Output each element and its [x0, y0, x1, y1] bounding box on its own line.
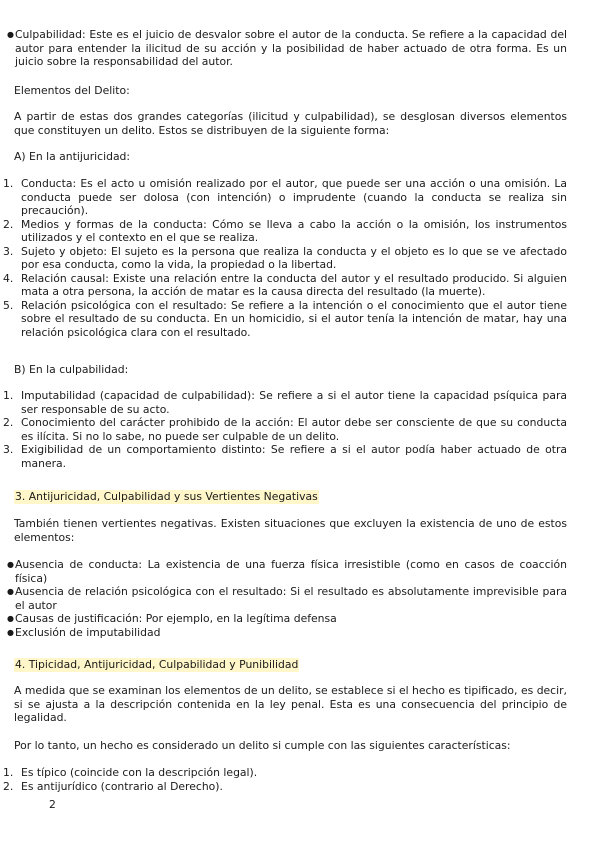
- characteristics-list: [3, 766, 567, 793]
- antijuricidad-list: [3, 177, 567, 339]
- list-item: [3, 299, 567, 340]
- list-item-text: Medios y formas de la conducta: Cómo se lleva a cabo la acción o la omisión, los instrumentos utilizados y el contexto en el que se realiza.: [21, 217, 567, 244]
- section3-bullet-list: [7, 558, 567, 639]
- culpabilidad-label: B) En la culpabilidad:: [14, 363, 129, 376]
- list-item: ● Exclusión de imputabilidad: [7, 626, 567, 640]
- list-number: 1.: [3, 766, 14, 779]
- list-item-text: Conocimiento del carácter prohibido de la acción: El autor debe ser consciente de que su conducta es ilícita. Si no lo sabe, no puede ser culpable de un delito.: [21, 416, 567, 443]
- list-item-text: Es típico (coincide con la descripción legal).: [21, 766, 258, 779]
- list-item-text: Sujeto y objeto: El sujeto es la persona que realiza la conducta y el objeto es lo que se ve afectado por esa conducta, como la vida, la propiedad o la libertad.: [21, 244, 567, 271]
- culpabilidad-paragraph: ● Culpabilidad: Este es el juicio de desvalor sobre el autor de la conducta. Se refiere a la capacidad del autor para entender la ilicitud de su acción y la posibilidad de haber actuado de otra forma. Es un juicio sobre la responsabilidad del autor.: [7, 28, 567, 69]
- page-number: 2: [49, 798, 56, 811]
- antijuricidad-label: A) En la antijuricidad:: [14, 150, 131, 163]
- list-item: [3, 272, 567, 299]
- list-item: [3, 177, 567, 218]
- list-item: [3, 416, 567, 443]
- elementos-title: Elementos del Delito:: [14, 84, 130, 97]
- list-item-text: Relación causal: Existe una relación entre la conducta del autor y el resultado producido. Si alguien mata a otra persona, la acción de matar es la causa directa del resultado (la muerte).: [21, 271, 567, 298]
- section4-paragraph: A medida que se examinan los elementos de un delito, se establece si el hecho es tipificado, es decir, si se ajusta a la descripción contenida en la ley penal. Esta es una consecuencia del principio de legalidad.: [14, 684, 567, 724]
- list-number: 2.: [3, 416, 14, 429]
- list-item-text: Relación psicológica con el resultado: Se refiere a la intención o el conocimiento que el autor tiene sobre el resultado de su conducta. En un homicidio, si el autor tenía la intención de matar, hay una relación psicológica clara con el resultado.: [21, 298, 567, 339]
- list-item-text: Conducta: Es el acto u omisión realizado por el autor, que puede ser una acción o una omisión. La conducta puede ser dolosa (con intención) o imprudente (cuando la conducta se realiza sin precaución).: [21, 177, 567, 217]
- list-item: ● Ausencia de conducta: La existencia de una fuerza física irresistible (como en casos de coacción física): [7, 558, 567, 585]
- list-number: 4.: [3, 271, 14, 285]
- list-number: 1.: [3, 389, 14, 402]
- list-number: 1.: [3, 177, 14, 190]
- list-item: [3, 245, 567, 272]
- section3-heading: 3. Antijuricidad, Culpabilidad y sus Vertientes Negativas: [15, 490, 318, 503]
- list-item-text: Es antijurídico (contrario al Derecho).: [21, 779, 223, 793]
- list-number: 2.: [3, 217, 14, 231]
- section3-intro: También tienen vertientes negativas. Existen situaciones que excluyen la existencia de uno de estos elementos:: [14, 517, 567, 544]
- list-number: 3.: [3, 443, 14, 456]
- list-number: 2.: [3, 779, 14, 793]
- culpabilidad-list: [3, 389, 567, 470]
- list-number: 5.: [3, 298, 14, 312]
- list-item: ● Ausencia de relación psicológica con el resultado: Si el resultado es absolutamente imprevisible para el autor: [7, 585, 567, 612]
- list-number: 3.: [3, 244, 14, 258]
- section4-conclusion: Por lo tanto, un hecho es considerado un delito si cumple con las siguientes características:: [14, 739, 511, 752]
- list-item-text: Imputabilidad (capacidad de culpabilidad): Se refiere a si el autor tiene la capacidad psíquica para ser responsable de su acto.: [21, 389, 567, 416]
- list-item: [3, 443, 567, 470]
- list-item: [3, 766, 567, 780]
- list-item: ● Causas de justificación: Por ejemplo, en la legítima defensa: [7, 612, 567, 626]
- intro-paragraph: A partir de estas dos grandes categorías (ilicitud y culpabilidad), se desglosan diversos elementos que constituyen un delito. Estos se distribuyen de la siguiente forma:: [14, 110, 567, 137]
- list-item: [3, 218, 567, 245]
- list-item-text: Exigibilidad de un comportamiento distinto: Se refiere a si el autor podía haber actuado de otra manera.: [21, 443, 567, 470]
- culpabilidad-bullet-list: [7, 28, 567, 69]
- list-item: [3, 389, 567, 416]
- section4-heading: 4. Tipicidad, Antijuricidad, Culpabilidad y Punibilidad: [15, 658, 299, 671]
- list-item: [3, 780, 567, 794]
